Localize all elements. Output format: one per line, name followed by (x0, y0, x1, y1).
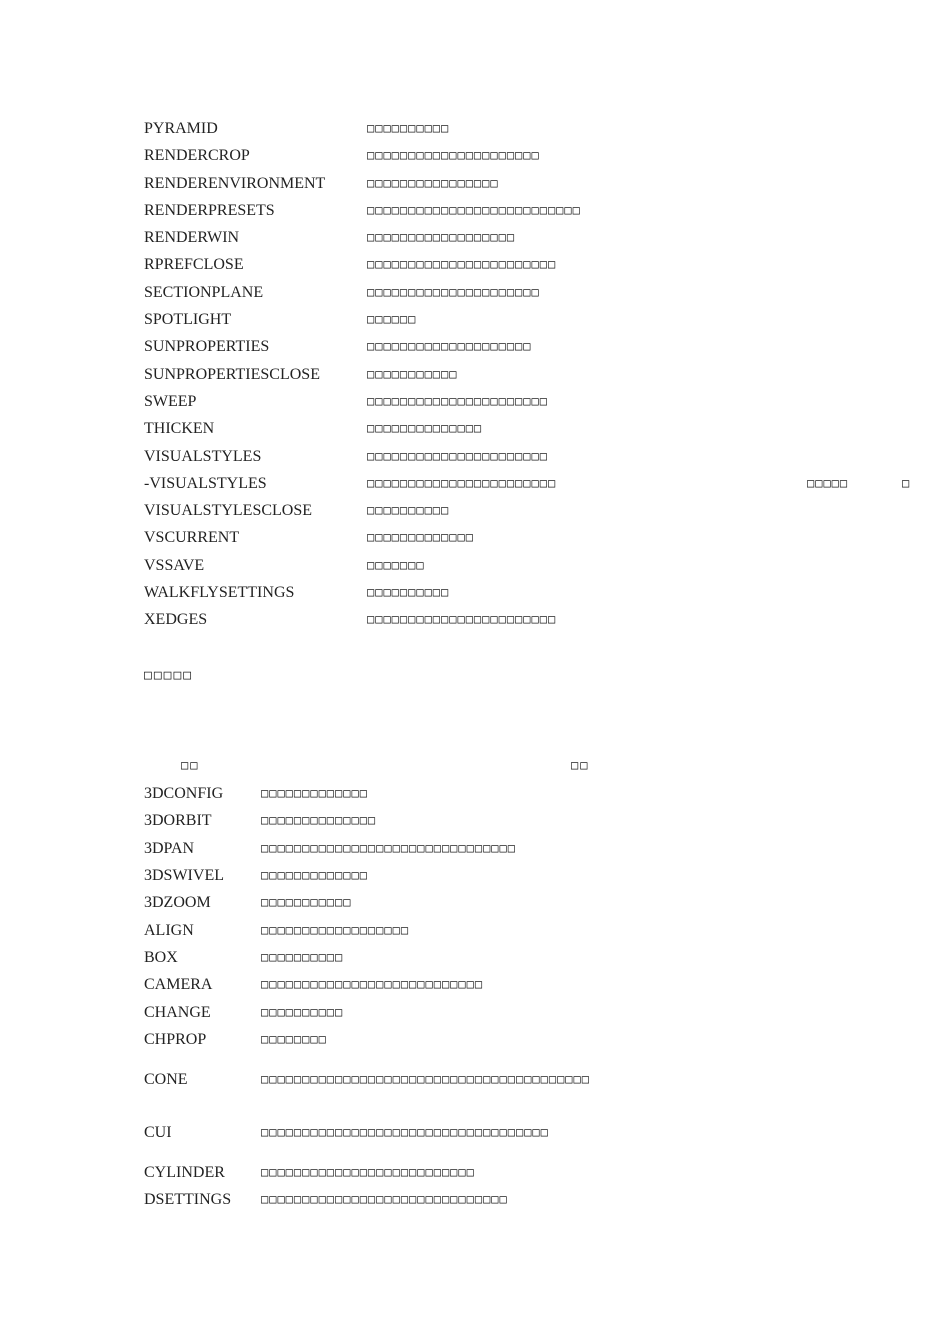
table-row (144, 606, 924, 633)
command-description: □□□□□□□□ (261, 1031, 327, 1046)
command-name: -VISUALSTYLES (144, 474, 267, 492)
command-description: □□□□□□□□□□ (367, 503, 450, 518)
table-row (144, 916, 604, 943)
table-row (144, 170, 924, 197)
command-name: SWEEP (144, 392, 197, 410)
table-row (144, 524, 924, 551)
command-description: □□□□□□□□□□□□□□□□□□ (261, 922, 410, 937)
command-name: 3DSWIVEL (144, 867, 224, 885)
table-row (144, 306, 924, 333)
table-row (144, 1106, 604, 1159)
command-name: PYRAMID (144, 120, 218, 137)
command-name: RENDERCROP (144, 147, 250, 165)
command-description: □□□□□□□□□□□□□□□□□□□□□□□□□□□□□□□□□□□ (261, 1124, 549, 1139)
table-row (144, 224, 924, 251)
command-description: □□□□□□□□□□ (261, 949, 344, 964)
table-row (144, 142, 924, 169)
command-description: □□□□□□□□□□ (367, 585, 450, 600)
command-name: BOX (144, 948, 178, 966)
command-name: CONE (144, 1070, 188, 1088)
command-description: □□□□□□□□□□□□□□□□□□□□□□□□□□□ (261, 977, 484, 992)
section-heading: □□□□□ (144, 668, 194, 683)
command-description: □□□□□□□□□□ (261, 1004, 344, 1019)
command-table-2 (144, 780, 604, 1214)
command-name: 3DORBIT (144, 812, 212, 830)
command-description: □□□□□□□□□□□□□□ (261, 813, 377, 828)
command-description: □□□□□□□□□□□□□□□□□□□□□□□□□□□□□□ (261, 1192, 508, 1207)
command-name: SECTIONPLANE (144, 283, 264, 301)
table-row (144, 780, 604, 807)
table-row (144, 944, 604, 971)
command-description: □□□□□□ (367, 312, 417, 327)
command-description: □□□□□□□□□□□□□□□□□□□□□□ (367, 393, 548, 408)
command-description: □□□□□□□□□□□□□□□□□□□□□□□ (367, 257, 557, 272)
command-name: CUI (144, 1123, 172, 1141)
table-row (144, 197, 924, 224)
command-description: □□□□□□□□□□□□□□□□□□□□□□ (367, 448, 548, 463)
command-name: RENDERWIN (144, 229, 240, 247)
command-description: □□□□□□□□□□□□□□□□□□□□□ (367, 148, 540, 163)
command-name: CYLINDER (144, 1164, 225, 1182)
table-row (144, 415, 924, 442)
table-row (144, 361, 924, 388)
table-row (144, 835, 604, 862)
command-name: VISUALSTYLESCLOSE (144, 502, 313, 520)
command-name: CHPROP (144, 1030, 207, 1048)
table-row (144, 862, 604, 889)
table-row (144, 470, 924, 497)
command-name: DSETTINGS (144, 1191, 232, 1209)
overflow-text: □ (902, 475, 910, 490)
command-name: WALKFLYSETTINGS (144, 584, 295, 602)
command-description: □□□□□□□□□□□□□□□□□□□□□□□□□□ (367, 202, 581, 217)
header-description: □□ (571, 758, 590, 772)
command-name: SUNPROPERTIES (144, 338, 270, 356)
command-name: ALIGN (144, 921, 194, 939)
command-name: RENDERENVIRONMENT (144, 174, 326, 192)
table-row (144, 251, 924, 278)
table-row (144, 333, 924, 360)
command-description: □□□□□□□□□□□□□□□□□□□□□□□ (367, 475, 557, 490)
table-row (144, 1026, 604, 1053)
command-description: □□□□□□□□□□□□□□□□□□□□□ (367, 284, 540, 299)
table-row (144, 1053, 604, 1106)
command-name: VISUALSTYLES (144, 447, 262, 465)
command-name: CAMERA (144, 976, 213, 994)
table-row (144, 1159, 604, 1186)
table-row (144, 497, 924, 524)
command-table-1 (144, 115, 924, 634)
overflow-text: □□□□□ (807, 475, 849, 490)
command-name: THICKEN (144, 420, 215, 438)
command-description: □□□□□□□□□□□□□□□□□□□□□□□□□□ (261, 1165, 475, 1180)
command-name: SUNPROPERTIESCLOSE (144, 365, 320, 383)
command-name: VSSAVE (144, 556, 205, 574)
command-name: 3DZOOM (144, 894, 211, 912)
command-description: □□□□□□□□□□□□□□ (367, 421, 483, 436)
command-description: □□□□□□□□□□□□□□□□□□□□□□□ (367, 612, 557, 627)
command-name: VSCURRENT (144, 529, 240, 547)
command-name: 3DCONFIG (144, 785, 224, 803)
command-description: □□□□□□□□□□□□□□□□□□□□□□□□□□□□□□□ (261, 840, 516, 855)
table-row (144, 579, 924, 606)
table-row (144, 279, 924, 306)
command-description: □□□□□□□□□□□ (261, 895, 352, 910)
table-row (144, 1186, 604, 1213)
command-description: □□□□□□□□□□□□□□□□ (367, 175, 499, 190)
table-row (144, 998, 604, 1025)
table-row (144, 807, 604, 834)
table-row (144, 971, 604, 998)
command-name: RENDERPRESETS (144, 201, 275, 219)
table-row (144, 388, 924, 415)
command-description: □□□□□□□□□□□ (367, 366, 458, 381)
command-name: 3DPAN (144, 839, 195, 857)
command-description: □□□□□□□□□□□□□ (261, 786, 368, 801)
command-name: SPOTLIGHT (144, 311, 232, 329)
table-row (144, 115, 924, 142)
command-description: □□□□□□□□□□□□□ (261, 868, 368, 883)
command-description: □□□□□□□□□□□□□□□□□□□□ (367, 339, 532, 354)
command-description: □□□□□□□□□□□□□□□□□□ (367, 230, 516, 245)
table-row (144, 889, 604, 916)
command-description: □□□□□□□ (367, 557, 425, 572)
command-description: □□□□□□□□□□ (367, 121, 450, 135)
header-command: □□ (181, 758, 200, 772)
command-description: □□□□□□□□□□□□□ (367, 530, 474, 545)
command-description: □□□□□□□□□□□□□□□□□□□□□□□□□□□□□□□□□□□□□□□□ (261, 1071, 590, 1086)
table-2-header (144, 752, 604, 778)
table-row (144, 443, 924, 470)
command-name: RPREFCLOSE (144, 256, 244, 274)
table-row (144, 552, 924, 579)
command-name: CHANGE (144, 1003, 211, 1021)
command-name: XEDGES (144, 611, 208, 629)
